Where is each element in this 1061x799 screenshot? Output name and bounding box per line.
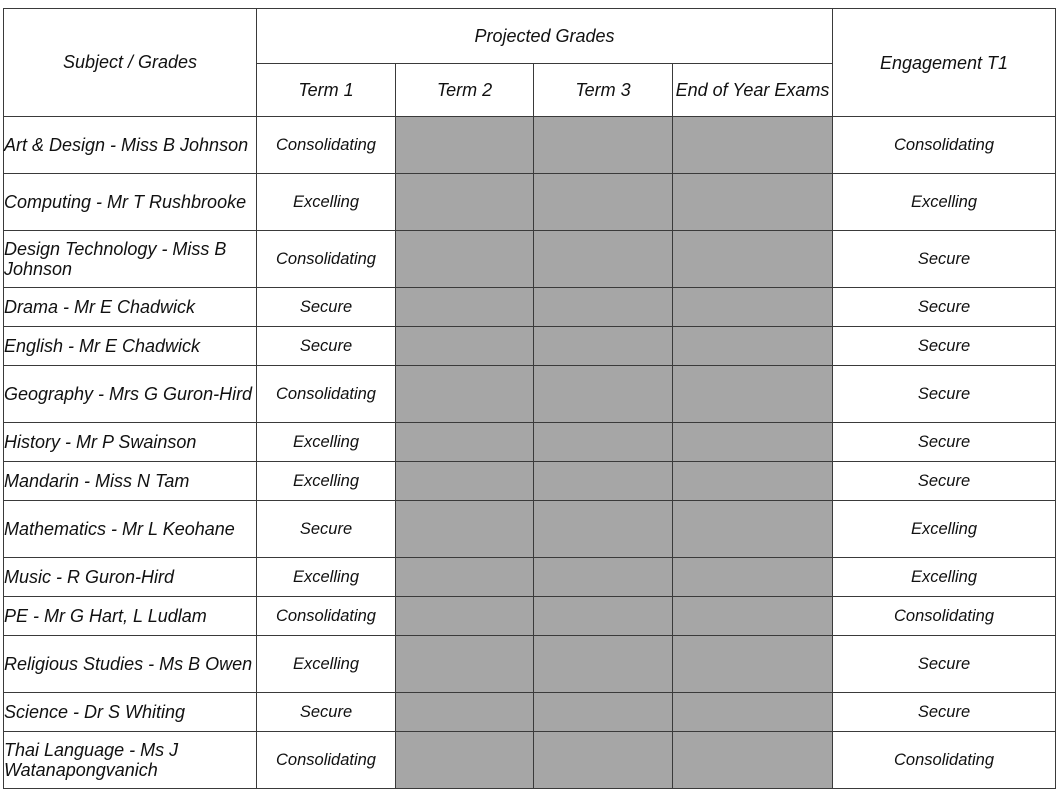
term1-grade-cell: Excelling	[257, 174, 396, 231]
table-row	[4, 636, 1056, 693]
term3-shaded-cell	[534, 693, 673, 732]
engagement-cell: Consolidating	[833, 597, 1056, 636]
term2-shaded-cell	[396, 366, 534, 423]
exams-shaded-cell	[673, 636, 833, 693]
header-engagement-t1: Engagement T1	[833, 9, 1056, 117]
engagement-cell: Secure	[833, 231, 1056, 288]
table-row	[4, 288, 1056, 327]
exams-shaded-cell	[673, 693, 833, 732]
engagement-cell: Consolidating	[833, 117, 1056, 174]
term2-shaded-cell	[396, 693, 534, 732]
term3-shaded-cell	[534, 597, 673, 636]
table-row	[4, 366, 1056, 423]
subject-cell: Computing - Mr T Rushbrooke	[4, 174, 257, 231]
term3-shaded-cell	[534, 423, 673, 462]
table-row	[4, 174, 1056, 231]
term3-shaded-cell	[534, 288, 673, 327]
table-row	[4, 327, 1056, 366]
exams-shaded-cell	[673, 462, 833, 501]
engagement-cell: Secure	[833, 327, 1056, 366]
table-row	[4, 117, 1056, 174]
exams-shaded-cell	[673, 174, 833, 231]
engagement-cell: Secure	[833, 636, 1056, 693]
term1-grade-cell: Consolidating	[257, 732, 396, 789]
term2-shaded-cell	[396, 462, 534, 501]
term2-shaded-cell	[396, 117, 534, 174]
term1-grade-cell: Excelling	[257, 636, 396, 693]
subject-cell: Science - Dr S Whiting	[4, 693, 257, 732]
term3-shaded-cell	[534, 732, 673, 789]
term2-shaded-cell	[396, 327, 534, 366]
term3-shaded-cell	[534, 117, 673, 174]
term3-shaded-cell	[534, 231, 673, 288]
term2-shaded-cell	[396, 174, 534, 231]
header-projected-grades: Projected Grades	[257, 9, 833, 64]
term1-grade-cell: Consolidating	[257, 366, 396, 423]
table-row	[4, 231, 1056, 288]
engagement-cell: Secure	[833, 366, 1056, 423]
table-row	[4, 732, 1056, 789]
exams-shaded-cell	[673, 597, 833, 636]
engagement-cell: Secure	[833, 423, 1056, 462]
engagement-cell: Excelling	[833, 174, 1056, 231]
subject-cell: Religious Studies - Ms B Owen	[4, 636, 257, 693]
term2-shaded-cell	[396, 231, 534, 288]
exams-shaded-cell	[673, 288, 833, 327]
subject-cell: Geography - Mrs G Guron-Hird	[4, 366, 257, 423]
term2-shaded-cell	[396, 558, 534, 597]
term3-shaded-cell	[534, 327, 673, 366]
subject-cell: History - Mr P Swainson	[4, 423, 257, 462]
table-row	[4, 693, 1056, 732]
term3-shaded-cell	[534, 366, 673, 423]
header-subject-grades: Subject / Grades	[4, 9, 257, 117]
term3-shaded-cell	[534, 501, 673, 558]
engagement-cell: Excelling	[833, 558, 1056, 597]
exams-shaded-cell	[673, 501, 833, 558]
term3-shaded-cell	[534, 462, 673, 501]
subject-cell: Design Technology - Miss B Johnson	[4, 231, 257, 288]
term2-shaded-cell	[396, 423, 534, 462]
table-row	[4, 423, 1056, 462]
subject-cell: Drama - Mr E Chadwick	[4, 288, 257, 327]
term2-shaded-cell	[396, 288, 534, 327]
exams-shaded-cell	[673, 327, 833, 366]
header-term-2: Term 2	[396, 64, 534, 117]
term1-grade-cell: Secure	[257, 327, 396, 366]
exams-shaded-cell	[673, 558, 833, 597]
engagement-cell: Secure	[833, 288, 1056, 327]
subject-cell: Art & Design - Miss B Johnson	[4, 117, 257, 174]
subject-cell: PE - Mr G Hart, L Ludlam	[4, 597, 257, 636]
term2-shaded-cell	[396, 636, 534, 693]
exams-shaded-cell	[673, 423, 833, 462]
exams-shaded-cell	[673, 732, 833, 789]
term1-grade-cell: Consolidating	[257, 231, 396, 288]
exams-shaded-cell	[673, 117, 833, 174]
subject-cell: English - Mr E Chadwick	[4, 327, 257, 366]
term3-shaded-cell	[534, 174, 673, 231]
exams-shaded-cell	[673, 366, 833, 423]
term2-shaded-cell	[396, 597, 534, 636]
term1-grade-cell: Excelling	[257, 558, 396, 597]
term1-grade-cell: Secure	[257, 288, 396, 327]
engagement-cell: Excelling	[833, 501, 1056, 558]
header-end-of-year-exams: End of Year Exams	[673, 64, 833, 117]
header-term-1: Term 1	[257, 64, 396, 117]
subject-cell: Mathematics - Mr L Keohane	[4, 501, 257, 558]
table-body	[4, 117, 1056, 789]
engagement-cell: Secure	[833, 462, 1056, 501]
term1-grade-cell: Secure	[257, 501, 396, 558]
term1-grade-cell: Consolidating	[257, 597, 396, 636]
table-row	[4, 558, 1056, 597]
term1-grade-cell: Secure	[257, 693, 396, 732]
header-term-3: Term 3	[534, 64, 673, 117]
term3-shaded-cell	[534, 558, 673, 597]
grades-report-table	[3, 8, 1056, 789]
table-row	[4, 462, 1056, 501]
term2-shaded-cell	[396, 732, 534, 789]
subject-cell: Thai Language - Ms J Watanapongvanich	[4, 732, 257, 789]
engagement-cell: Secure	[833, 693, 1056, 732]
table-row	[4, 501, 1056, 558]
term1-grade-cell: Excelling	[257, 423, 396, 462]
engagement-cell: Consolidating	[833, 732, 1056, 789]
term3-shaded-cell	[534, 636, 673, 693]
term1-grade-cell: Excelling	[257, 462, 396, 501]
exams-shaded-cell	[673, 231, 833, 288]
table-header	[4, 9, 1056, 117]
table-row	[4, 597, 1056, 636]
term2-shaded-cell	[396, 501, 534, 558]
subject-cell: Music - R Guron-Hird	[4, 558, 257, 597]
subject-cell: Mandarin - Miss N Tam	[4, 462, 257, 501]
term1-grade-cell: Consolidating	[257, 117, 396, 174]
